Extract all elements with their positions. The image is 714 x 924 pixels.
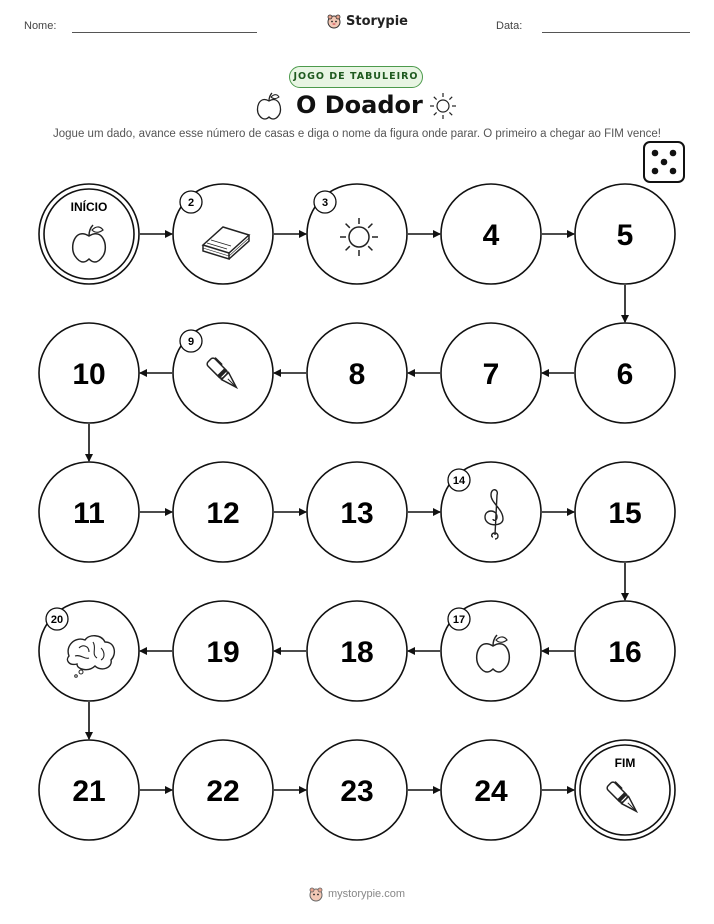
square-number: 19	[206, 636, 240, 669]
square-number: 11	[73, 497, 105, 530]
square-number: 24	[474, 775, 508, 808]
square-number-badge	[448, 608, 470, 630]
game-type-badge: JOGO DE TABULEIRO	[289, 66, 423, 88]
square-number: 7	[482, 358, 500, 391]
brand-name: Storypie	[346, 13, 408, 29]
square-label: INÍCIO	[70, 200, 108, 214]
square-number: 13	[340, 497, 374, 530]
date-label: Data:	[496, 20, 523, 32]
square-number: 23	[340, 775, 374, 808]
board-square	[307, 601, 407, 701]
square-number-badge	[314, 191, 336, 213]
board-square	[441, 601, 541, 701]
board-square	[307, 740, 407, 840]
square-number-badge	[180, 330, 202, 352]
square-number-badge	[180, 191, 202, 213]
board-square	[173, 184, 273, 284]
board-square	[441, 462, 541, 562]
square-number: 21	[72, 775, 106, 808]
square-number: 12	[206, 497, 240, 530]
mascot-icon	[308, 886, 324, 902]
board-square	[441, 740, 541, 840]
board-square	[441, 323, 541, 423]
board-square	[39, 462, 139, 562]
instructions: Jogue um dado, avance esse número de casas e diga o nome da figura onde parar. O primeiro a chegar ao FIM vence!	[53, 128, 661, 140]
square-number: 3	[321, 197, 329, 209]
square-number: 4	[482, 219, 500, 252]
board-square	[173, 462, 273, 562]
board-square	[575, 323, 675, 423]
board-square	[575, 184, 675, 284]
board-square	[441, 184, 541, 284]
board-square	[39, 740, 139, 840]
footer-url: mystorypie.com	[328, 888, 406, 900]
square-number: 15	[608, 497, 642, 530]
board-square	[173, 323, 273, 423]
square-number-badge	[46, 608, 68, 630]
square-label: FIM	[614, 756, 636, 770]
start-square	[39, 184, 139, 284]
board-square	[39, 601, 139, 701]
square-number: 10	[72, 358, 106, 391]
square-number: 16	[608, 636, 642, 669]
square-number: 2	[187, 197, 195, 209]
board-square	[173, 740, 273, 840]
square-number: 6	[616, 358, 634, 391]
board-square	[307, 462, 407, 562]
board-square	[307, 323, 407, 423]
finish-square	[575, 740, 675, 840]
square-number: 9	[187, 336, 195, 348]
square-number: 20	[50, 614, 64, 626]
board-square	[39, 323, 139, 423]
board-square	[173, 601, 273, 701]
square-number: 14	[452, 475, 466, 487]
board-square	[575, 601, 675, 701]
square-number-badge	[448, 469, 470, 491]
square-number: 18	[340, 636, 374, 669]
square-number: 8	[348, 358, 366, 391]
footer	[308, 886, 405, 902]
name-label: Nome:	[24, 20, 57, 32]
page-title: O Doador	[296, 91, 423, 119]
board-square	[575, 462, 675, 562]
board-square	[307, 184, 407, 284]
square-number: 5	[616, 219, 634, 252]
square-number: 22	[206, 775, 240, 808]
square-number: 17	[452, 614, 466, 626]
